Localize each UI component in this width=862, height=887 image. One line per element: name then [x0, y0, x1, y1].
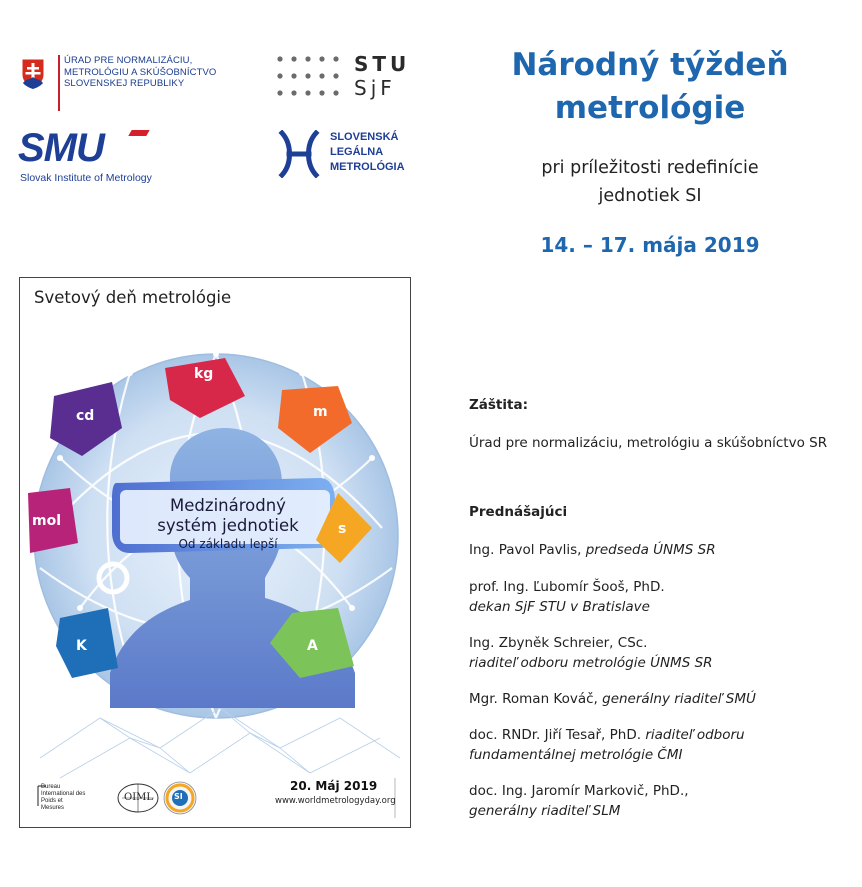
slm-mark-icon: [278, 130, 320, 178]
dot-grid-icon: [276, 54, 346, 98]
smu-logo: [18, 128, 178, 188]
smu-wordmark: SMU: [18, 126, 104, 170]
smu-accent: [128, 130, 149, 136]
unit-label-s: s: [338, 521, 347, 537]
stu-text: STU: [354, 52, 411, 76]
unit-label-kg: kg: [194, 366, 214, 382]
world-metrology-day-poster: [19, 277, 411, 828]
slm-logo: [278, 128, 428, 180]
poster-title: Medzinárodný systém jednotiek Od základu lepší: [157, 496, 299, 551]
sjf-text: SjF: [354, 76, 396, 100]
poster-date: 20. Máj 2019: [290, 779, 378, 793]
unit-label-mol: mol: [32, 513, 62, 529]
unit-label-a: A: [307, 638, 318, 654]
stu-sjf-logo: [276, 52, 416, 102]
page-title: Národný týždeň metrológie: [511, 47, 789, 126]
unms-logo: [20, 55, 260, 111]
patronage-label: Záštita:: [469, 397, 528, 413]
patronage-text: Úrad pre normalizáciu, metrológiu a skúšobníctvo SR: [469, 435, 828, 451]
speaker-item: Ing. Pavol Pavlis, predseda ÚNMS SR: [469, 542, 716, 558]
unms-name: ÚRAD PRE NORMALIZÁCIU, METROLÓGIU A SKÚŠOBNÍCTVO SLOVENSKEJ REPUBLIKY: [64, 55, 217, 89]
poster-url: www.worldmetrologyday.org: [275, 796, 396, 806]
speakers-label: Prednášajúci: [469, 504, 568, 520]
si-logo: SI: [174, 792, 183, 801]
unit-label-cd: cd: [76, 408, 95, 424]
smu-subtitle: Slovak Institute of Metrology: [20, 172, 152, 184]
unit-label-k: K: [76, 638, 87, 654]
speaker-item: doc. Ing. Jaromír Markovič, PhD., generálny riaditeľ SLM: [469, 783, 689, 819]
slm-name: SLOVENSKÁ LEGÁLNA METROLÓGIA: [330, 131, 405, 173]
speaker-item: Ing. Zbyněk Schreier, CSc. riaditeľ odboru metrológie ÚNMS SR: [469, 635, 713, 671]
event-dates: 14. – 17. mája 2019: [540, 233, 760, 257]
speaker-item: prof. Ing. Ľubomír Šooš, PhD. dekan SjF STU v Bratislave: [469, 579, 665, 615]
bipm-logo: Bureau International des Poids et Mesures: [41, 784, 86, 811]
oiml-logo: OIML: [124, 792, 154, 803]
unit-label-m: m: [313, 404, 328, 420]
slovak-coat-of-arms-icon: [20, 57, 46, 91]
speaker-item: doc. RNDr. Jiří Tesař, PhD. riaditeľ odboru fundamentálnej metrológie ČMI: [469, 727, 745, 763]
poster-artwork: [20, 278, 411, 828]
page-subtitle: pri príležitosti redefinície jednotiek SI: [541, 158, 759, 206]
poster-heading: Svetový deň metrológie: [34, 288, 232, 307]
speaker-item: Mgr. Roman Kováč, generálny riaditeľ SMÚ: [469, 691, 756, 707]
unms-divider: [58, 55, 60, 111]
